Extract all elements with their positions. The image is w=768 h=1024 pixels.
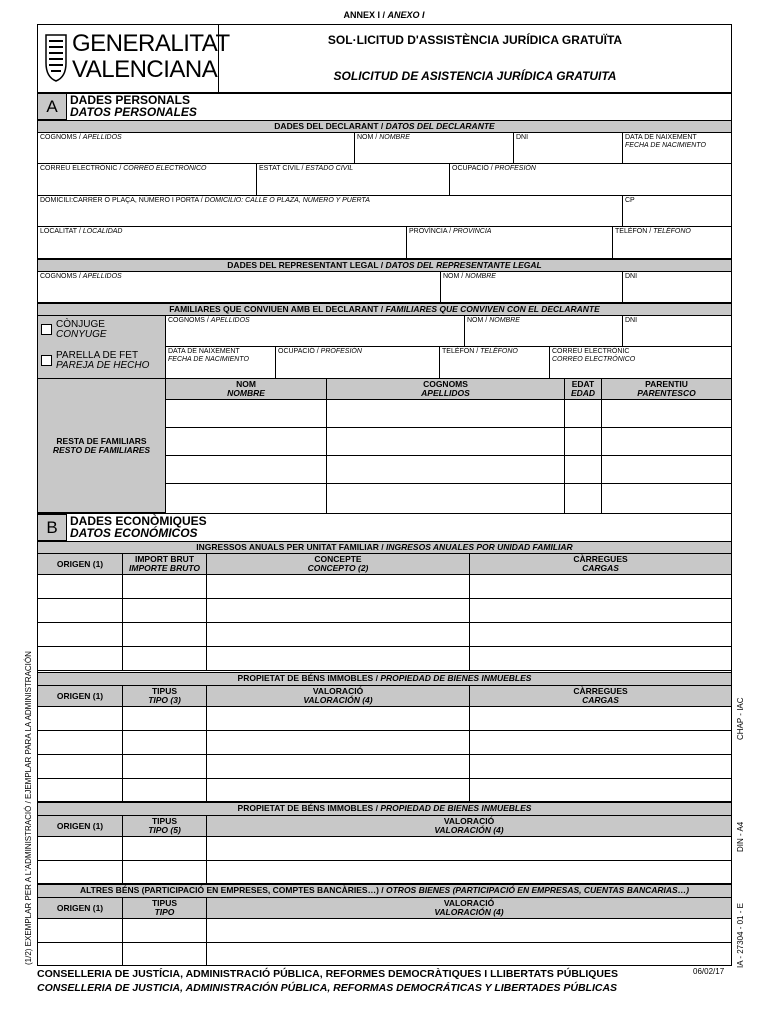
field-localitat[interactable]: LOCALITAT / LOCALIDAD bbox=[38, 227, 407, 259]
declarant-fields bbox=[37, 133, 732, 259]
col-valoracio: VALORACIÓ VALORACIÓN (4) bbox=[207, 898, 731, 919]
col-tipus: TIPUS TIPO (5) bbox=[123, 816, 207, 837]
annex-es: ANEXO I bbox=[387, 10, 425, 20]
resta-label: RESTA DE FAMILIARS RESTO DE FAMILIARES bbox=[38, 379, 166, 513]
field-telefon[interactable]: TELÈFON / TELÉFONO bbox=[613, 227, 731, 259]
altres-bens-table bbox=[37, 898, 732, 966]
logo bbox=[38, 25, 230, 92]
table-row[interactable] bbox=[38, 731, 731, 755]
col-carregues: CÀRREGUES CARGAS bbox=[470, 686, 731, 707]
field-correu[interactable]: CORREU ELECTRÒNIC / CORREO ELECTRÓNICO bbox=[38, 164, 257, 196]
title-ca: SOL·LICITUD D'ASSISTÈNCIA JURÍDICA GRATUÏTA bbox=[327, 33, 623, 47]
footer-line-ca: CONSELLERIA DE JUSTÍCIA, ADMINISTRACIÓ PÚBLICA, REFORMES DEMOCRÀTIQUES I LLIBERTATS PÚBLIQUES bbox=[37, 968, 619, 980]
field-provincia[interactable]: PROVÍNCIA / PROVINCIA bbox=[407, 227, 613, 259]
conjuge-parella-box bbox=[38, 316, 166, 379]
conjuge-option[interactable]: CÒNJUGE CONYUGE bbox=[41, 320, 107, 340]
col-cognoms: COGNOMS APELLIDOS bbox=[327, 379, 565, 400]
ingressos-table bbox=[37, 554, 732, 672]
col-tipus: TIPUS TIPO bbox=[123, 898, 207, 919]
table-row[interactable] bbox=[38, 861, 731, 884]
field-domicili[interactable]: DOMICILI:CARRER O PLAÇA, NÚMERO I PORTA / DOMICILIO: CALLE O PLAZA, NÚMERO Y PUERTA bbox=[38, 196, 623, 227]
ingressos-bar: INGRESSOS ANUALS PER UNITAT FAMILIAR / INGRESOS ANUALES POR UNIDAD FAMILIAR bbox=[37, 541, 732, 554]
table-row[interactable] bbox=[38, 837, 731, 861]
table-row[interactable] bbox=[38, 919, 731, 943]
fam-nom[interactable]: NOM / NOMBRE bbox=[465, 316, 623, 347]
col-concepte: CONCEPTE CONCEPTO (2) bbox=[207, 554, 470, 575]
logo-line1: GENERALITAT bbox=[72, 30, 230, 57]
side-right-din: DIN - A4 bbox=[736, 821, 745, 852]
fam-cognoms[interactable]: COGNOMS / APELLIDOS bbox=[166, 316, 465, 347]
side-right-chap: CHAP - IAC bbox=[736, 697, 745, 740]
footer-date: 06/02/17 bbox=[693, 967, 725, 976]
section-a-title-es: DATOS PERSONALES bbox=[70, 105, 197, 119]
field-data-naixement[interactable]: DATA DE NAIXEMENT FECHA DE NACIMIENTO bbox=[623, 133, 731, 164]
parella-option[interactable]: PARELLA DE FET PAREJA DE HECHO bbox=[41, 351, 149, 371]
familiares-fields bbox=[37, 316, 732, 379]
section-b-title-ca: DADES ECONÒMIQUES bbox=[70, 514, 207, 528]
col-carregues: CÀRREGUES CARGAS bbox=[470, 554, 731, 575]
section-b-title-es: DATOS ECONÓMICOS bbox=[70, 526, 198, 540]
table-row[interactable] bbox=[166, 428, 731, 456]
parella-checkbox[interactable] bbox=[41, 355, 52, 366]
table-row[interactable] bbox=[38, 707, 731, 731]
section-b-letter: B bbox=[37, 514, 67, 541]
table-row[interactable] bbox=[166, 400, 731, 428]
fam-ocupacio[interactable]: OCUPACIÓ / PROFESIÓN bbox=[276, 347, 440, 379]
field-nom[interactable]: NOM / NOMBRE bbox=[355, 133, 514, 164]
table-row[interactable] bbox=[38, 943, 731, 966]
altres-bens-bar: ALTRES BÉNS (PARTICIPACIÓ EN EMPRESES, COMPTES BANCÀRIES…) / OTROS BIENES (PARTICIPACIÓ EN EMPRESAS, CUENTAS BANCARIAS…) bbox=[37, 884, 732, 898]
section-a-letter: A bbox=[37, 93, 67, 120]
annex-ca: ANNEX I bbox=[343, 10, 380, 20]
title-es: SOLICITUD DE ASISTENCIA JURÍDICA GRATUITA bbox=[333, 69, 617, 83]
field-cognoms[interactable]: COGNOMS / APELLIDOS bbox=[38, 133, 355, 164]
col-origen: ORIGEN (1) bbox=[38, 686, 123, 707]
table-row[interactable] bbox=[38, 623, 731, 647]
fam-data-naixement[interactable]: DATA DE NAIXEMENT FECHA DE NACIMIENTO bbox=[166, 347, 276, 379]
conjuge-checkbox[interactable] bbox=[41, 324, 52, 335]
resta-familiars-table bbox=[37, 379, 732, 514]
col-parentiu: PARENTIU PARENTESCO bbox=[602, 379, 731, 400]
immobles-table-1 bbox=[37, 686, 732, 802]
rep-nom[interactable]: NOM / NOMBRE bbox=[441, 272, 623, 303]
rep-cognoms[interactable]: COGNOMS / APELLIDOS bbox=[38, 272, 441, 303]
table-row[interactable] bbox=[38, 755, 731, 779]
side-left-text: (1/2) EXEMPLAR PER A L'ADMINISTRACIÓ / EJEMPLAR PARA LA ADMINISTRACIÓN bbox=[24, 651, 33, 965]
table-row[interactable] bbox=[38, 647, 731, 671]
col-edat: EDAT EDAD bbox=[565, 379, 602, 400]
col-nom: NOM NOMBRE bbox=[166, 379, 327, 400]
header-box bbox=[37, 24, 732, 93]
familiares-bar: FAMILIARES QUE CONVIUEN AMB EL DECLARANT / FAMILIARES QUE CONVIVEN CON EL DECLARANTE bbox=[37, 303, 732, 316]
representant-bar: DADES DEL REPRESENTANT LEGAL / DATOS DEL REPRESENTANTE LEGAL bbox=[37, 259, 732, 272]
footer-line-es: CONSELLERIA DE JUSTICIA, ADMINISTRACIÓN PÚBLICA, REFORMAS DEMOCRÁTICAS Y LIBERTADES PÚBLICAS bbox=[37, 982, 618, 994]
fam-telefon[interactable]: TELÈFON / TELÉFONO bbox=[440, 347, 550, 379]
col-origen: ORIGEN (1) bbox=[38, 898, 123, 919]
annex-label: ANNEX I / ANEXO I bbox=[343, 10, 425, 20]
declarant-bar: DADES DEL DECLARANT / DATOS DEL DECLARANTE bbox=[37, 120, 732, 133]
generalitat-shield-icon bbox=[44, 33, 68, 83]
immobles-bar-1: PROPIETAT DE BÉNS IMMOBLES / PROPIEDAD DE BIENES INMUEBLES bbox=[37, 672, 732, 686]
table-row[interactable] bbox=[166, 456, 731, 484]
fam-correu[interactable]: CORREU ELECTRÒNIC CORREO ELECTRÓNICO bbox=[550, 347, 731, 379]
immobles-table-2 bbox=[37, 816, 732, 884]
col-valoracio: VALORACIÓ VALORACIÓN (4) bbox=[207, 816, 731, 837]
col-origen: ORIGEN (1) bbox=[38, 554, 123, 575]
col-import: IMPORT BRUT IMPORTE BRUTO bbox=[123, 554, 207, 575]
fam-dni[interactable]: DNI bbox=[623, 316, 731, 347]
table-row[interactable] bbox=[38, 779, 731, 802]
table-row[interactable] bbox=[38, 599, 731, 623]
section-a-title-ca: DADES PERSONALS bbox=[70, 93, 191, 107]
rep-dni[interactable]: DNI bbox=[623, 272, 731, 303]
logo-line2: VALENCIANA bbox=[72, 56, 218, 83]
col-tipus: TIPUS TIPO (3) bbox=[123, 686, 207, 707]
col-valoracio: VALORACIÓ VALORACIÓN (4) bbox=[207, 686, 470, 707]
representant-fields bbox=[37, 272, 732, 303]
immobles-bar-2: PROPIETAT DE BÉNS IMMOBLES / PROPIEDAD DE BIENES INMUEBLES bbox=[37, 802, 732, 816]
field-cp[interactable]: CP bbox=[623, 196, 731, 227]
col-origen: ORIGEN (1) bbox=[38, 816, 123, 837]
field-estat-civil[interactable]: ESTAT CIVIL / ESTADO CIVIL bbox=[257, 164, 450, 196]
field-dni[interactable]: DNI bbox=[514, 133, 623, 164]
field-ocupacio[interactable]: OCUPACIÓ / PROFESIÓN bbox=[450, 164, 731, 196]
table-row[interactable] bbox=[38, 575, 731, 599]
side-right-code: IA - 27304 - 01 - E bbox=[736, 903, 745, 968]
